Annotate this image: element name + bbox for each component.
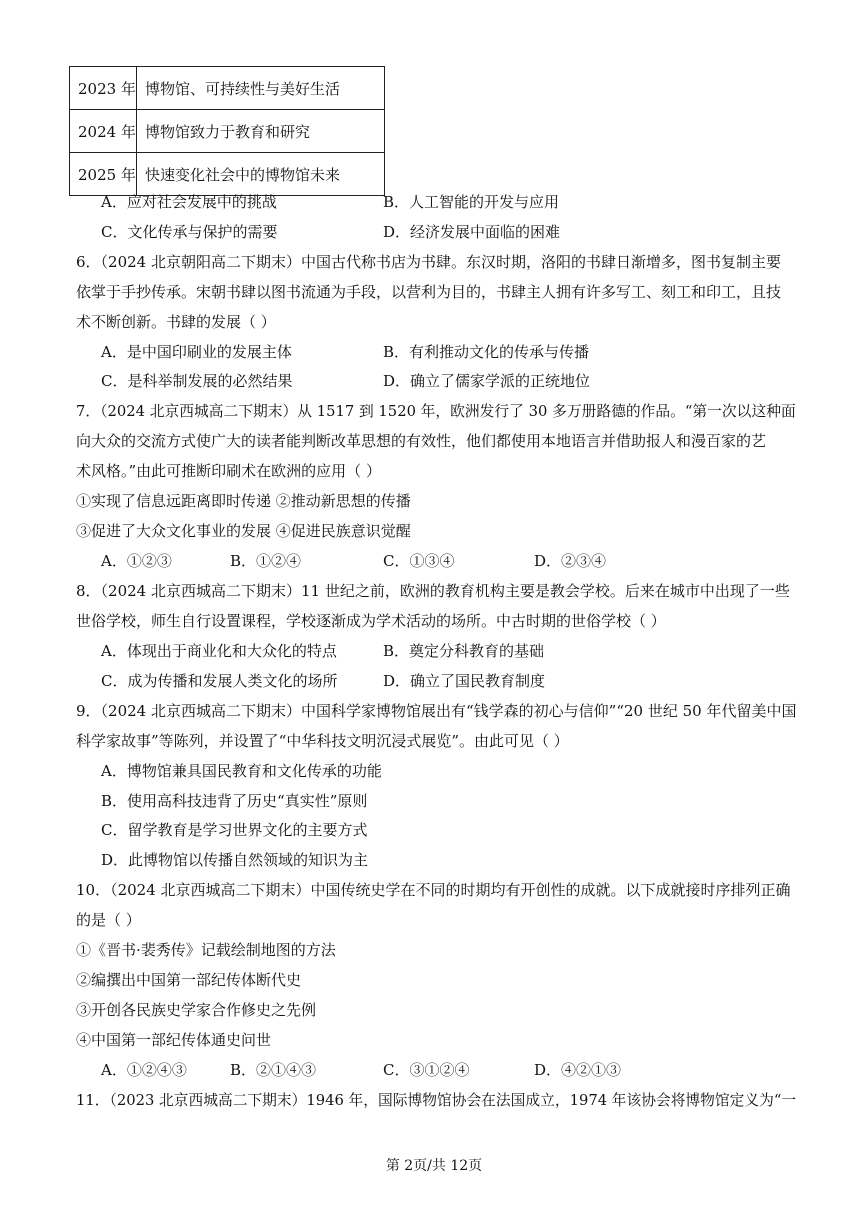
q7-option-b: B．①②④ [230,552,302,570]
q7-stem-line: 向大众的交流方式使广大的读者能判断改革思想的有效性，他们都使用本地语言并借助报人和漫百家的艺 [76,432,767,450]
q10-option-d: D．④②①③ [534,1061,622,1079]
q10-item-line: ③开创各民族史学家合作修史之先例 [76,1001,317,1019]
q6-option-c: C．是科举制发展的必然结果 [101,372,293,390]
q8-stem-line: 8．（2024 北京西城高二下期末）11 世纪之前，欧洲的教育机构主要是教会学校。后来在城市中出现了一些 [76,582,790,600]
q7-item-line: ③促进了大众文化事业的发展 ④促进民族意识觉醒 [76,522,411,540]
q7-option-d: D．②③④ [534,552,607,570]
q9-option-a: A．博物馆兼具国民教育和文化传承的功能 [101,762,382,780]
q10-stem-line: 的是（ ） [76,911,141,929]
table-row [70,110,385,153]
q9-option-d: D．此博物馆以传播自然领域的知识为主 [101,851,369,869]
q10-option-a: A．①②④③ [101,1061,187,1079]
q8-option-a: A．体现出于商业化和大众化的特点 [101,642,337,660]
year-cell: 2025 年 [70,153,137,196]
year-cell: 2023 年 [70,67,137,110]
q10-option-b: B．②①④③ [230,1061,317,1079]
q10-item-line: ①《晋书·裴秀传》记载绘制地图的方法 [76,941,336,959]
q8-stem-line: 世俗学校，师生自行设置课程，学校逐渐成为学术活动的场所。中古时期的世俗学校（ ） [76,612,666,630]
q7-stem-line: 术风格。”由此可推断印刷术在欧洲的应用（ ） [76,462,381,480]
q10-item-line: ④中国第一部纪传体通史问世 [76,1031,272,1049]
q5-option-b: B．人工智能的开发与应用 [383,193,560,211]
q5-option-c: C．文化传承与保护的需要 [101,223,278,241]
q6-option-d: D．确立了儒家学派的正统地位 [383,372,591,390]
q6-option-a: A．是中国印刷业的发展主体 [101,343,292,361]
theme-cell: 博物馆、可持续性与美好生活 [137,67,385,110]
q6-stem-line: 术不断创新。书肆的发展（ ） [76,313,276,331]
q7-option-a: A．①②③ [101,552,172,570]
q6-stem-line: 6．（2024 北京朝阳高二下期末）中国古代称书店为书肆。东汉时期，洛阳的书肆日渐增多，图书复制主要 [76,253,781,271]
q9-stem-line: 科学家故事”等陈列，并设置了“中华科技文明沉浸式展览”。由此可见（ ） [76,732,569,750]
q9-option-b: B．使用高科技违背了历史“真实性”原则 [101,792,368,810]
museum-theme-table [69,66,385,196]
q8-option-d: D．确立了国民教育制度 [383,672,546,690]
table-row [70,153,385,196]
q9-stem-line: 9．（2024 北京西城高二下期末）中国科学家博物馆展出有“钱学森的初心与信仰”“20 世纪 50 年代留美中国 [76,702,797,720]
q6-stem-line: 依掌于手抄传承。宋朝书肆以图书流通为手段，以营利为目的，书肆主人拥有许多写工、刻工和印工，且技 [76,283,782,301]
q8-option-c: C．成为传播和发展人类文化的场所 [101,672,338,690]
q8-option-b: B．奠定分科教育的基础 [383,642,545,660]
q5-option-d: D．经济发展中面临的困难 [383,223,561,241]
theme-cell: 快速变化社会中的博物馆未来 [137,153,385,196]
q6-option-b: B．有利推动文化的传承与传播 [383,343,590,361]
q9-option-c: C．留学教育是学习世界文化的主要方式 [101,821,368,839]
q7-stem-line: 7．（2024 北京西城高二下期末）从 1517 到 1520 年，欧洲发行了 30 多万册路德的作品。“第一次以这种面 [76,402,796,420]
q10-option-c: C．③①②④ [383,1061,470,1079]
q11-stem-line: 11．（2023 北京西城高二下期末）1946 年，国际博物馆协会在法国成立，1974 年该协会将博物馆定义为“一 [76,1091,797,1109]
q10-stem-line: 10．（2024 北京西城高二下期末）中国传统史学在不同的时期均有开创性的成就。以下成就接时序排列正确 [76,881,791,899]
q10-item-line: ②编撰出中国第一部纪传体断代史 [76,971,302,989]
q7-item-line: ①实现了信息远距离即时传递 ②推动新思想的传播 [76,492,411,510]
page-number: 第 2页/共 12页 [385,1158,483,1174]
theme-cell: 博物馆致力于教育和研究 [137,110,385,153]
q7-option-c: C．①③④ [383,552,455,570]
q5-option-a: A．应对社会发展中的挑战 [101,193,277,211]
table-row [70,67,385,110]
year-cell: 2024 年 [70,110,137,153]
